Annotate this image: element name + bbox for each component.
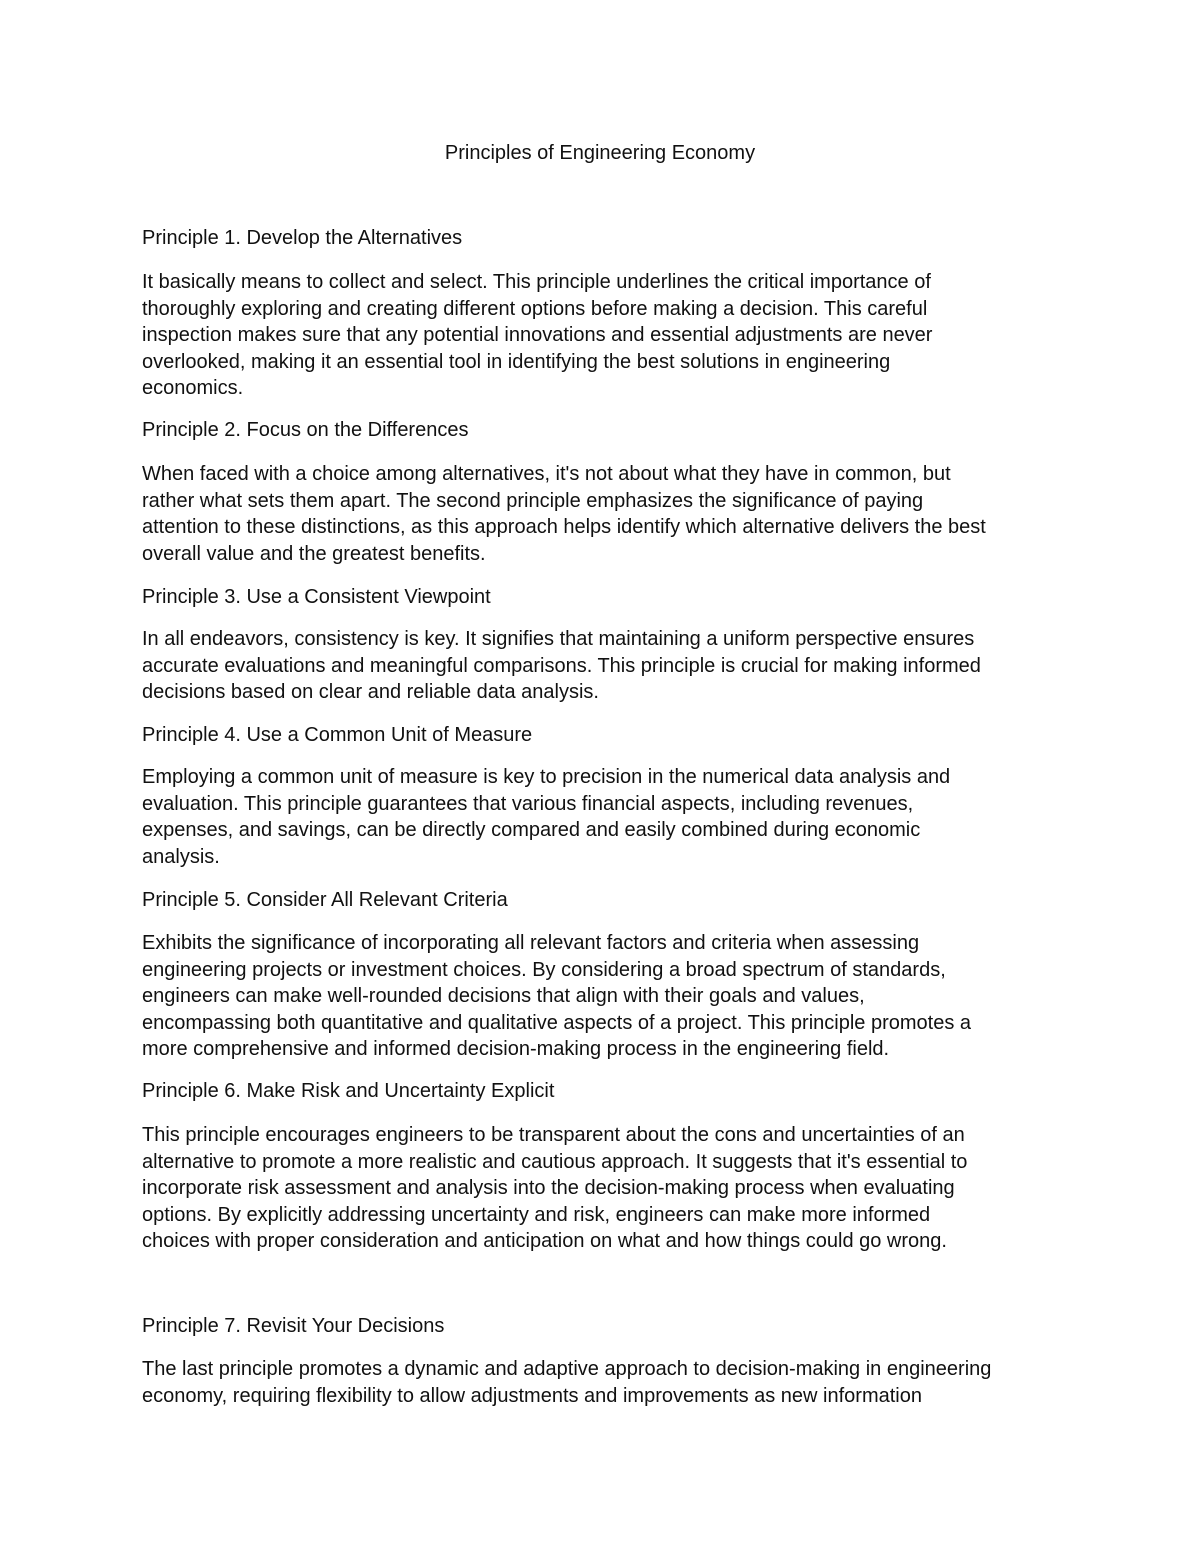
paragraph-line: decisions based on clear and reliable data analysis. bbox=[142, 681, 599, 703]
section-paragraph bbox=[142, 764, 950, 870]
paragraph-line: Employing a common unit of measure is key to precision in the numerical data analysis and bbox=[142, 766, 951, 788]
section-paragraph bbox=[142, 461, 986, 567]
paragraph-line: alternative to promote a more realistic and cautious approach. It suggests that it's essential to bbox=[142, 1150, 968, 1173]
section-heading: Principle 4. Use a Common Unit of Measure bbox=[142, 724, 533, 746]
paragraph-line: The last principle promotes a dynamic and adaptive approach to decision-making in engineering bbox=[142, 1358, 992, 1380]
paragraph-line: economics. bbox=[142, 377, 244, 399]
document-title: Principles of Engineering Economy bbox=[444, 142, 756, 164]
section-heading: Principle 7. Revisit Your Decisions bbox=[142, 1315, 445, 1337]
paragraph-line: thoroughly exploring and creating different options before making a decision. This careful bbox=[142, 297, 928, 320]
section-paragraph bbox=[142, 626, 981, 706]
section-heading: Principle 3. Use a Consistent Viewpoint bbox=[142, 586, 491, 608]
paragraph-line: more comprehensive and informed decision-making process in the engineering field. bbox=[142, 1038, 890, 1060]
paragraph-line: choices with proper consideration and anticipation on what and how things could go wrong. bbox=[142, 1230, 947, 1252]
section-paragraph bbox=[142, 1356, 991, 1409]
paragraph-line: evaluation. This principle guarantees that various financial aspects, including revenues, bbox=[142, 792, 914, 815]
paragraph-line: expenses, and savings, can be directly compared and easily combined during economic bbox=[142, 819, 921, 841]
section-paragraph bbox=[142, 1122, 967, 1255]
paragraph-line: Exhibits the significance of incorporating all relevant factors and criteria when assessing bbox=[142, 932, 920, 954]
section-heading: Principle 1. Develop the Alternatives bbox=[142, 227, 463, 249]
paragraph-line: rather what sets them apart. The second principle emphasizes the significance of paying bbox=[142, 489, 924, 512]
paragraph-line: overlooked, making it an essential tool in identifying the best solutions in engineering bbox=[142, 350, 891, 373]
section-heading: Principle 6. Make Risk and Uncertainty Explicit bbox=[142, 1080, 555, 1102]
section-heading: Principle 5. Consider All Relevant Criteria bbox=[142, 889, 508, 911]
section-paragraph bbox=[142, 930, 971, 1063]
paragraph-line: In all endeavors, consistency is key. It signifies that maintaining a uniform perspective ensures bbox=[142, 628, 975, 650]
paragraph-line: engineering projects or investment choices. By considering a broad spectrum of standards, bbox=[142, 958, 946, 981]
paragraph-line: encompassing both quantitative and qualitative aspects of a project. This principle promotes a bbox=[142, 1011, 972, 1034]
paragraph-line: analysis. bbox=[142, 845, 220, 868]
paragraph-line: It basically means to collect and select. This principle underlines the critical importance of bbox=[142, 271, 931, 293]
paragraph-line: attention to these distinctions, as this approach helps identify which alternative delivers the best bbox=[142, 516, 986, 538]
paragraph-line: When faced with a choice among alternatives, it's not about what they have in common, but bbox=[142, 463, 951, 485]
paragraph-line: engineers can make well-rounded decisions that align with their goals and values, bbox=[142, 985, 865, 1007]
paragraph-line: overall value and the greatest benefits. bbox=[142, 542, 486, 565]
paragraph-line: accurate evaluations and meaningful comparisons. This principle is crucial for making informed bbox=[142, 654, 981, 677]
paragraph-line: options. By explicitly addressing uncertainty and risk, engineers can make more informed bbox=[142, 1203, 931, 1226]
paragraph-line: incorporate risk assessment and analysis into the decision-making process when evaluating bbox=[142, 1177, 955, 1199]
paragraph-line: This principle encourages engineers to be transparent about the cons and uncertainties of an bbox=[142, 1124, 965, 1146]
paragraph-line: inspection makes sure that any potential innovations and essential adjustments are never bbox=[142, 324, 933, 346]
section-paragraph bbox=[142, 269, 932, 402]
paragraph-line: economy, requiring flexibility to allow adjustments and improvements as new information bbox=[142, 1384, 922, 1407]
section-heading: Principle 2. Focus on the Differences bbox=[142, 419, 469, 441]
